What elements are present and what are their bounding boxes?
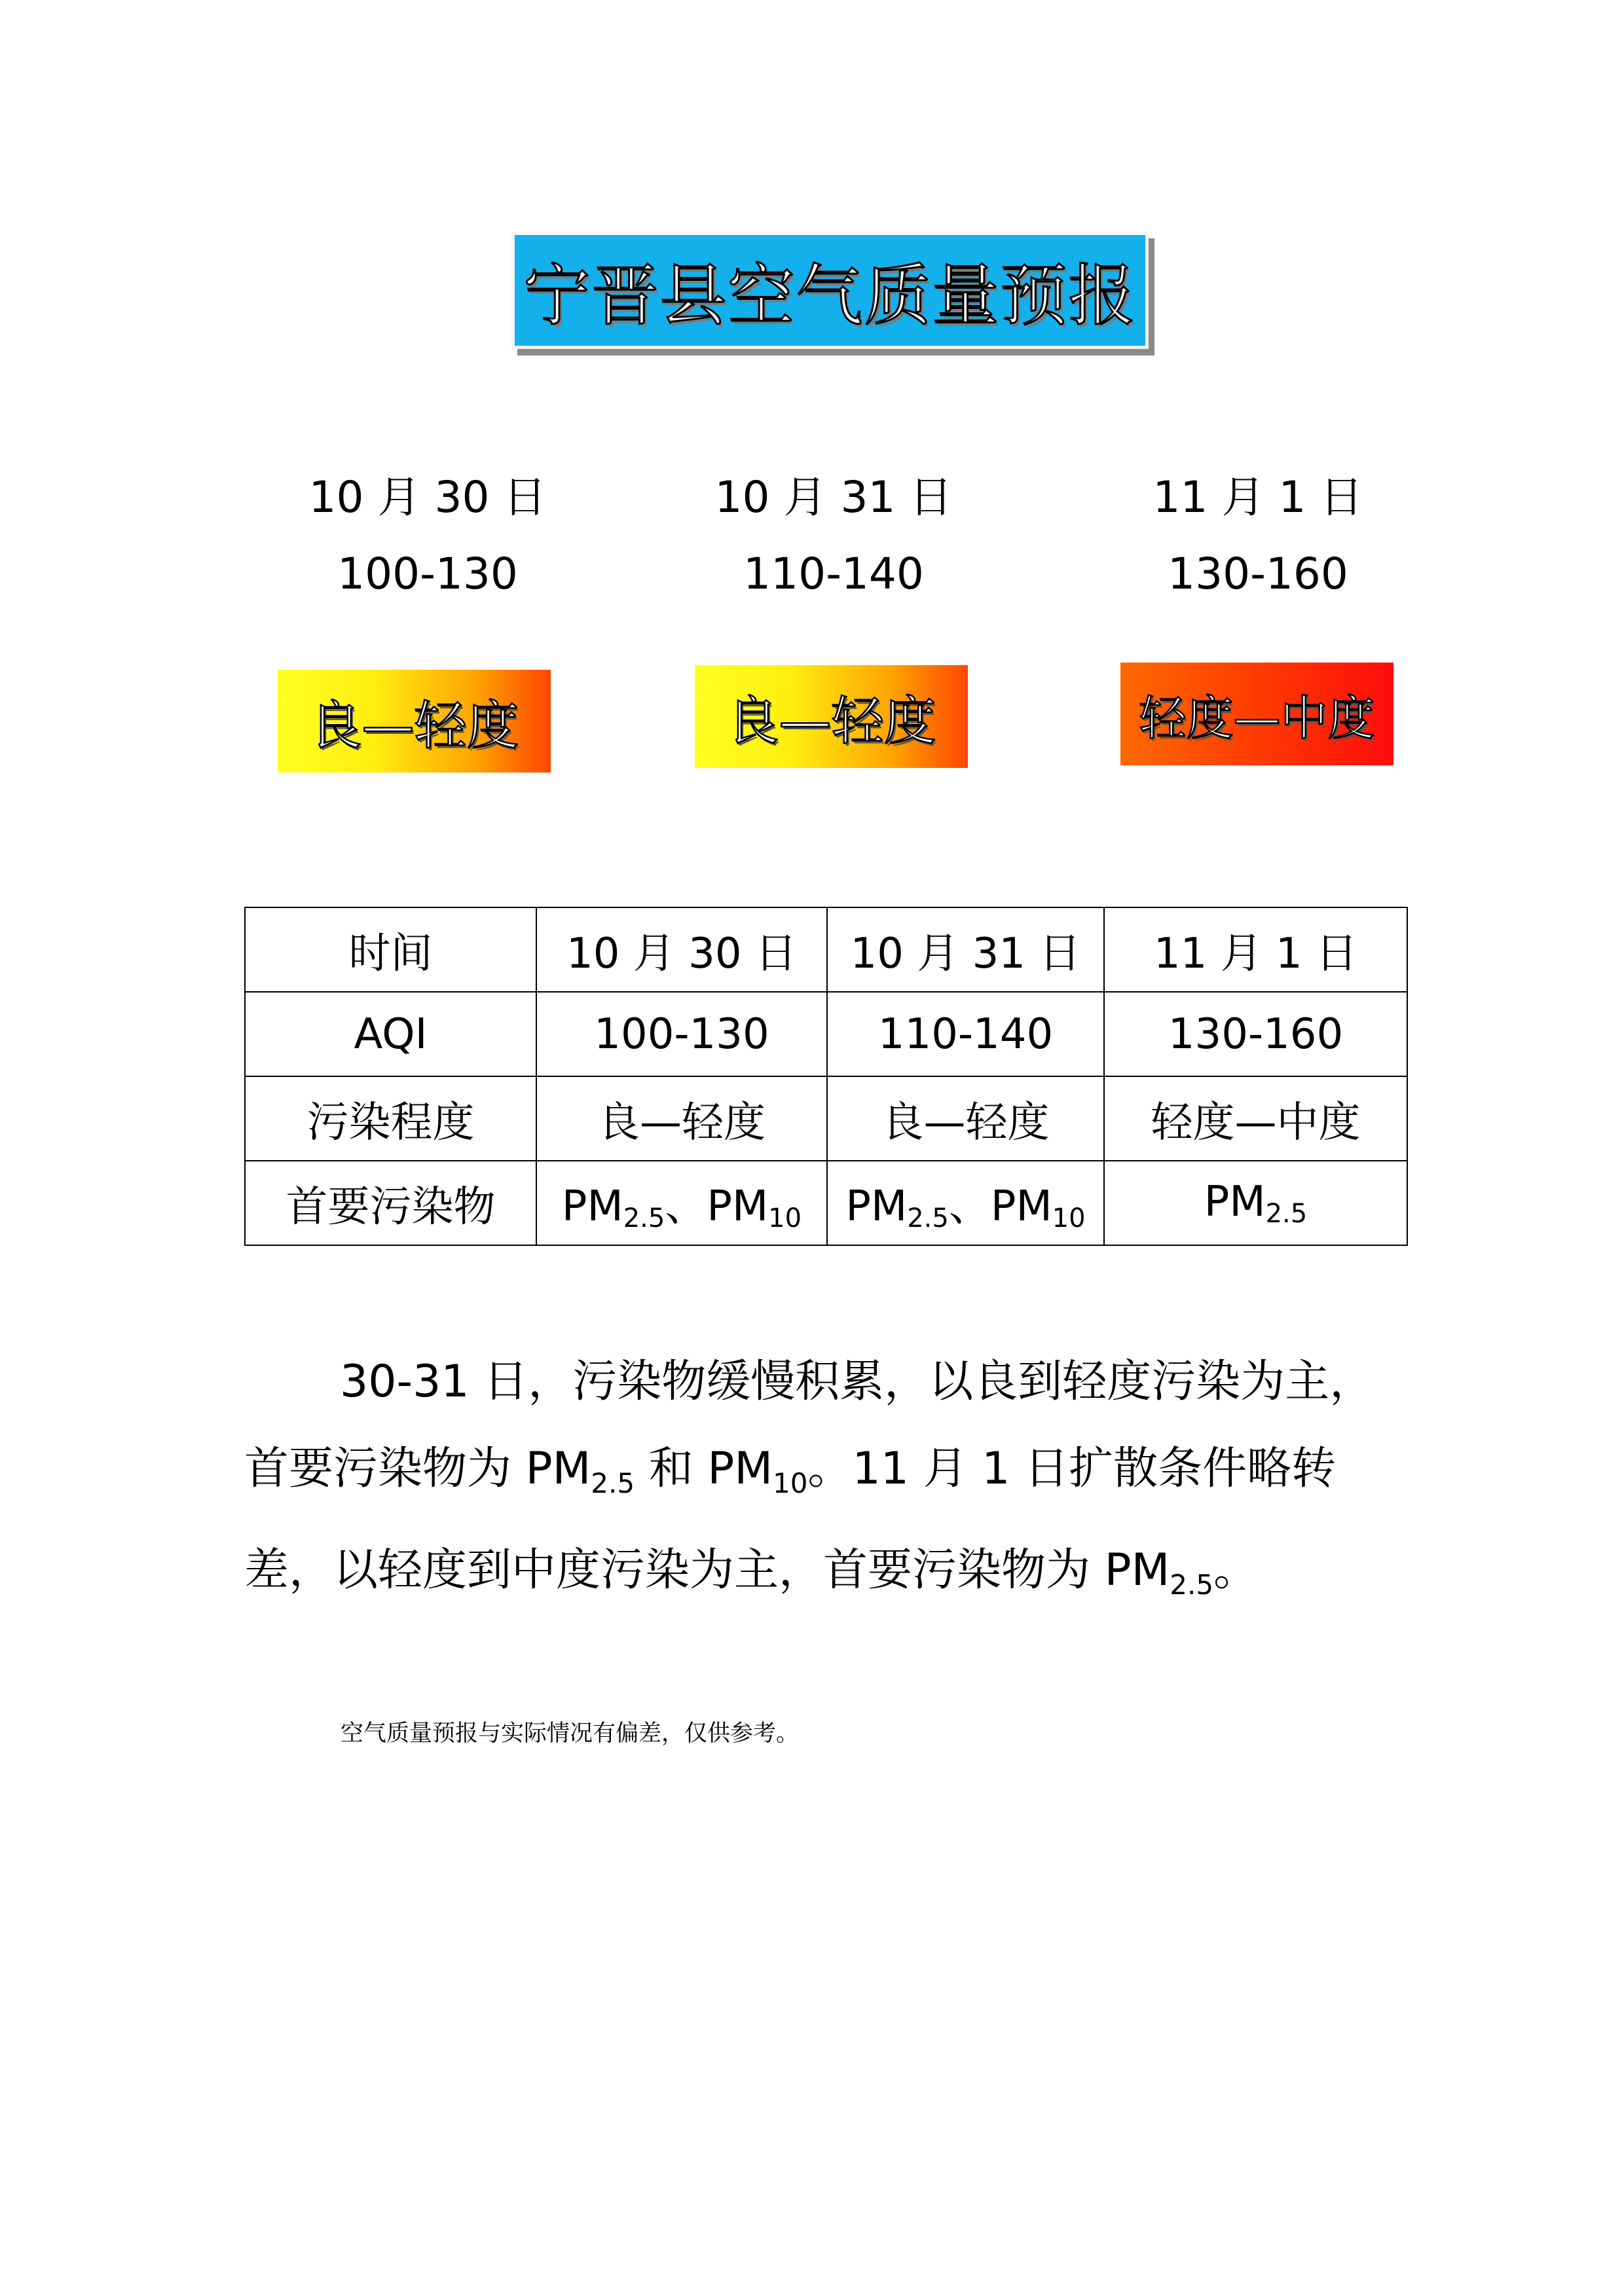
table-row xyxy=(245,992,1407,1076)
forecast-level-3: 轻度—中度 xyxy=(1139,690,1375,746)
forecast-level-2: 良—轻度 xyxy=(726,691,936,752)
forecast-level-badge-3 xyxy=(1120,663,1393,765)
table-row xyxy=(245,1161,1407,1245)
table-cell-pollutant: $PM_{2.5}$ xyxy=(1104,1161,1407,1245)
table-cell-aqi: 130-160 xyxy=(1104,992,1407,1076)
forecast-aqi-3: 130-160 xyxy=(1168,549,1348,599)
table-cell-aqi: 110-140 xyxy=(827,992,1104,1076)
disclaimer-note: 空气质量预报与实际情况有偏差，仅供参考。 xyxy=(341,1721,800,1747)
forecast-date-3: 11 月 1 日 xyxy=(1153,472,1363,522)
table-cell-date: 10 月 31 日 xyxy=(827,907,1104,992)
row-header-time: 时间 xyxy=(245,907,536,992)
row-header-aqi: AQI xyxy=(245,992,536,1076)
row-header-level: 污染程度 xyxy=(245,1076,536,1161)
forecast-level-badge-1 xyxy=(278,670,551,773)
table-cell-level: 良—轻度 xyxy=(536,1076,827,1161)
row-header-pollutant: 首要污染物 xyxy=(245,1161,536,1245)
table-cell-aqi: 100-130 xyxy=(536,992,827,1076)
forecast-aqi-1: 100-130 xyxy=(337,549,518,599)
forecast-date-1: 10 月 30 日 xyxy=(308,472,547,522)
page-title: 宁晋县空气质量预报 xyxy=(523,257,1137,335)
forecast-level-1: 良—轻度 xyxy=(309,695,519,756)
forecast-date-2: 10 月 31 日 xyxy=(714,472,953,522)
table-cell-pollutant: $PM_{2.5}$、$PM_{10}$ xyxy=(827,1161,1104,1245)
title-banner xyxy=(511,232,1149,349)
table-row xyxy=(245,1076,1407,1161)
table-row xyxy=(245,907,1407,992)
table-cell-pollutant: $PM_{2.5}$、$PM_{10}$ xyxy=(536,1161,827,1245)
table-cell-date: 11 月 1 日 xyxy=(1104,907,1407,992)
forecast-level-badge-2 xyxy=(695,665,968,768)
aqi-table xyxy=(244,907,1408,1246)
forecast-aqi-2: 110-140 xyxy=(743,549,924,599)
table-cell-level: 轻度—中度 xyxy=(1104,1076,1407,1161)
forecast-description: 30-31 日，污染物缓慢积累，以良到轻度污染为主，首要污染物为 $PM_{2.5}$ 和 $PM_{10}$。11 月 1 日扩散条件略转差，以轻度到中度污染为主，首要污染物为 $PM_{2.5}$。 xyxy=(244,1356,1375,1601)
table-cell-level: 良—轻度 xyxy=(827,1076,1104,1161)
table-cell-date: 10 月 30 日 xyxy=(536,907,827,992)
